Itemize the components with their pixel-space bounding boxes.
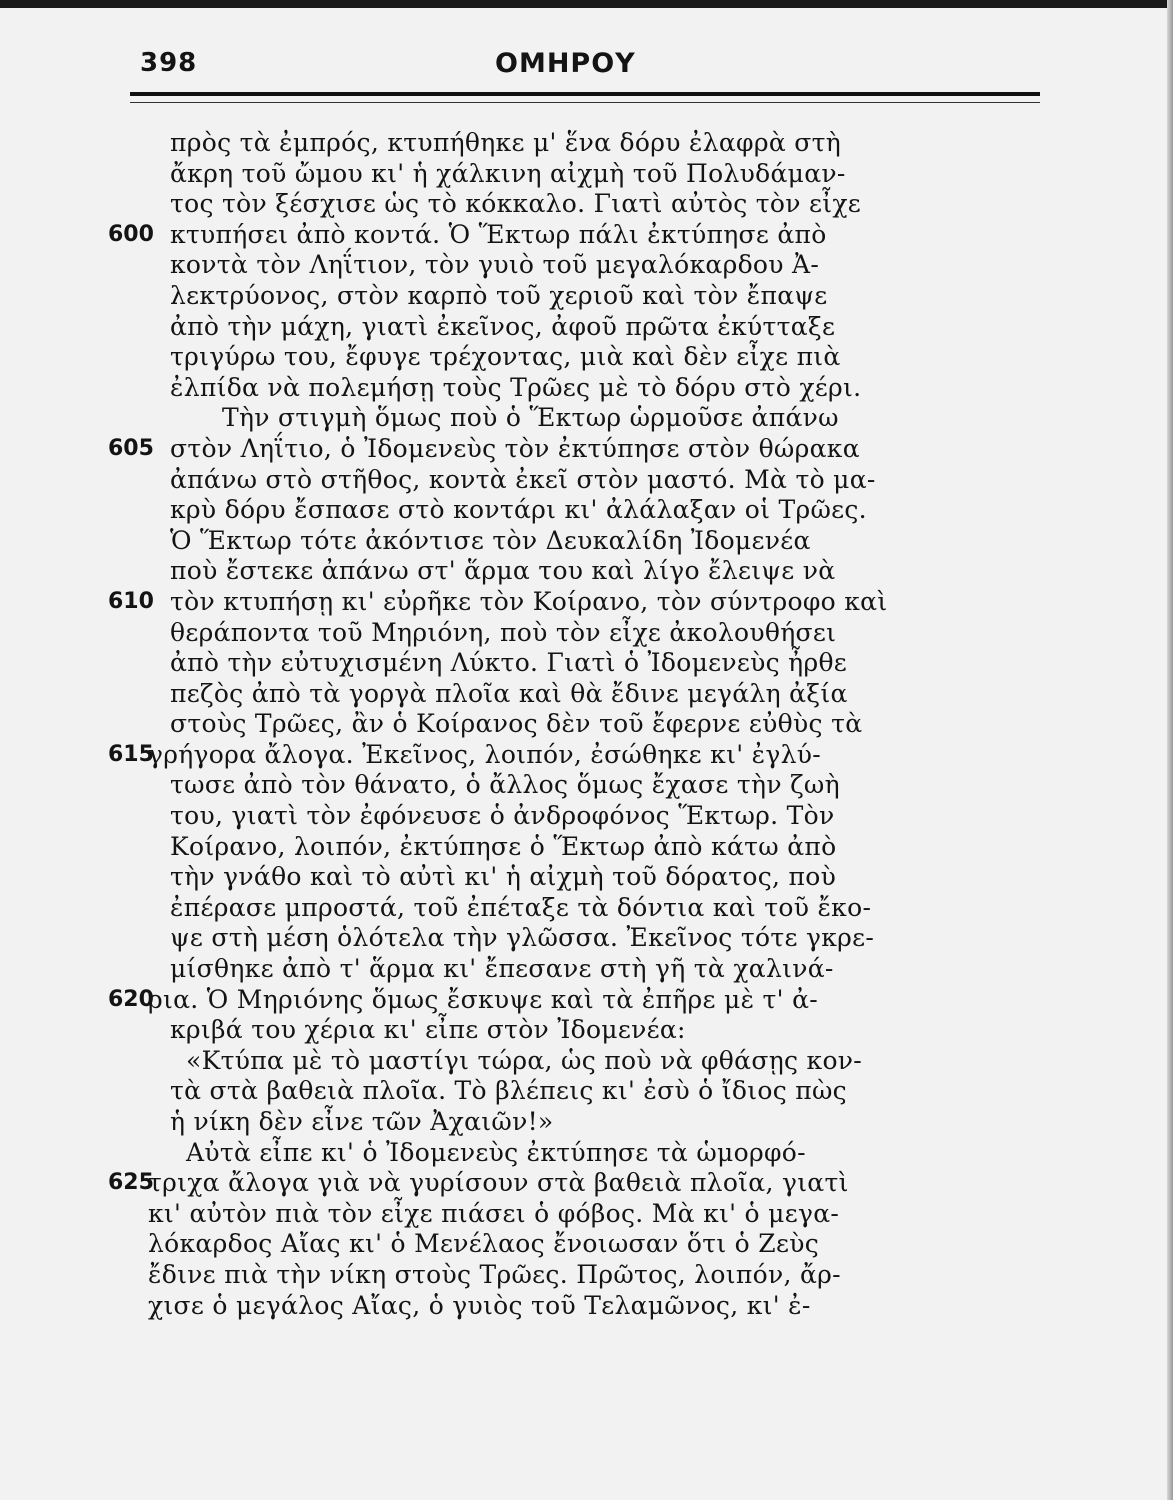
text-line xyxy=(0,128,1173,159)
line-text: κοντὰ τὸν Ληΐτιον, τὸν γυιὸ τοῦ μεγαλόκαρδου Ἀ- xyxy=(170,250,820,280)
line-text: στὸν Ληΐτιο, ὁ Ἰδομενεὺς τὸν ἐκτύπησε στὸν θώρακα xyxy=(170,433,860,463)
text-line xyxy=(0,465,1173,496)
body-text xyxy=(0,128,1173,1321)
text-line xyxy=(0,312,1173,343)
line-text: θεράποντα τοῦ Μηριόνη, ποὺ τὸν εἶχε ἀκολουθήσει xyxy=(170,617,837,647)
page-header xyxy=(0,48,1173,88)
text-line xyxy=(0,1076,1173,1107)
line-text: τὸν κτυπήσῃ κι' εὐρῆκε τὸν Κοίρανο, τὸν σύντροφο καὶ xyxy=(170,586,888,616)
scan-edge-top xyxy=(0,0,1173,8)
line-number: 625 xyxy=(108,1170,154,1196)
line-text: τωσε ἀπὸ τὸν θάνατο, ὁ ἄλλος ὅμως ἔχασε τὴν ζωὴ xyxy=(170,770,840,800)
text-line xyxy=(0,648,1173,679)
line-text: ἀπάνω στὸ στῆθος, κοντὰ ἐκεῖ στὸν μαστό. Μὰ τὸ μα- xyxy=(170,464,876,494)
text-line xyxy=(0,618,1173,649)
line-text: ἀπὸ τὴν μάχη, γιατὶ ἐκεῖνος, ἀφοῦ πρῶτα ἐκύτταξε xyxy=(170,311,836,341)
line-text: τὰ στὰ βαθειὰ πλοῖα. Τὸ βλέπεις κι' ἐσὺ ὁ ἴδιος πὼς xyxy=(170,1076,847,1106)
text-line xyxy=(0,1046,1173,1077)
line-text: ἀπὸ τὴν εὐτυχισμένη Λύκτο. Γιατὶ ὁ Ἰδομενεὺς ἦρθε xyxy=(170,648,848,678)
line-text: κρὺ δόρυ ἔσπασε στὸ κοντάρι κι' ἀλάλαξαν οἱ Τρῶες. xyxy=(170,495,867,525)
line-text: ἡ νίκη δὲν εἶνε τῶν Ἀχαιῶν!» xyxy=(170,1107,554,1136)
text-line xyxy=(0,434,1173,465)
line-text: κι' αὐτὸν πιὰ τὸν εἶχε πιάσει ὁ φόβος. Μὰ κι' ὁ μεγα- xyxy=(148,1198,840,1228)
text-line xyxy=(0,832,1173,863)
text-line xyxy=(0,954,1173,985)
text-line xyxy=(0,403,1173,434)
line-number: 620 xyxy=(108,986,154,1012)
text-line xyxy=(0,801,1173,832)
text-line xyxy=(0,495,1173,526)
text-line xyxy=(0,862,1173,893)
line-text: ψε στὴ μέση ὁλότελα τὴν γλῶσσα. Ἐκεῖνος τότε γκρε- xyxy=(170,923,875,953)
text-line xyxy=(0,1291,1173,1322)
line-text: τος τὸν ξέσχισε ὡς τὸ κόκκαλο. Γιατὶ αὐτὸς τὸν εἶχε xyxy=(170,189,862,219)
text-line xyxy=(0,220,1173,251)
line-text: λόκαρδος Αἴας κι' ὁ Μενέλαος ἔνοιωσαν ὅτι ὁ Ζεὺς xyxy=(148,1229,820,1259)
line-text: ἐλπίδα νὰ πολεμήσῃ τοὺς Τρῶες μὲ τὸ δόρυ στὸ χέρι. xyxy=(170,372,862,402)
text-line xyxy=(0,1107,1173,1138)
text-line xyxy=(0,1015,1173,1046)
header-rule xyxy=(130,92,1040,103)
text-line xyxy=(0,740,1173,771)
text-line xyxy=(0,985,1173,1016)
text-line xyxy=(0,679,1173,710)
line-text: χισε ὁ μεγάλος Αἴας, ὁ γυιὸς τοῦ Τελαμῶνος, κι' ἐ- xyxy=(148,1290,811,1320)
text-line xyxy=(0,189,1173,220)
line-text: Αὐτὰ εἶπε κι' ὁ Ἰδομενεὺς ἐκτύπησε τὰ ὡμορφό- xyxy=(186,1137,806,1167)
line-text: του, γιατὶ τὸν ἐφόνευσε ὁ ἀνδροφόνος Ἕκτωρ. Τὸν xyxy=(170,801,835,831)
text-line xyxy=(0,281,1173,312)
line-text: κτυπήσει ἀπὸ κοντά. Ὁ Ἕκτωρ πάλι ἐκτύπησε ἀπὸ xyxy=(170,219,827,249)
text-line xyxy=(0,587,1173,618)
line-number: 610 xyxy=(108,588,154,614)
text-line xyxy=(0,1260,1173,1291)
text-line xyxy=(0,1229,1173,1260)
line-text: λεκτρύονος, στὸν καρπὸ τοῦ χεριοῦ καὶ τὸν ἔπαψε xyxy=(170,280,828,310)
line-text: στοὺς Τρῶες, ἂν ὁ Κοίρανος δὲν τοῦ ἔφερνε εὐθὺς τὰ xyxy=(170,709,863,739)
line-text: Τὴν στιγμὴ ὅμως ποὺ ὁ Ἕκτωρ ὡρμοῦσε ἀπάνω xyxy=(222,403,839,433)
line-number: 605 xyxy=(108,435,154,461)
text-line xyxy=(0,373,1173,404)
text-line xyxy=(0,893,1173,924)
page-number: 398 xyxy=(140,48,198,78)
text-line xyxy=(0,1168,1173,1199)
text-line xyxy=(0,1199,1173,1230)
text-line xyxy=(0,159,1173,190)
line-text: πρὸς τὰ ἐμπρός, κτυπήθηκε μ' ἕνα δόρυ ἐλαφρὰ στὴ xyxy=(170,128,842,157)
text-line xyxy=(0,1138,1173,1169)
running-title: ΟΜΗΡΟΥ xyxy=(495,48,636,79)
line-text: γρήγορα ἄλογα. Ἐκεῖνος, λοιπόν, ἐσώθηκε κι' ἐγλύ- xyxy=(148,739,821,769)
line-text: Κοίρανο, λοιπόν, ἐκτύπησε ὁ Ἕκτωρ ἀπὸ κάτω ἀπὸ xyxy=(170,831,837,861)
line-text: ἄκρη τοῦ ὤμου κι' ἡ χάλκινη αἰχμὴ τοῦ Πολυδάμαν- xyxy=(170,158,846,188)
line-text: ποὺ ἔστεκε ἀπάνω στ' ἅρμα του καὶ λίγο ἔλειψε νὰ xyxy=(170,556,836,586)
line-text: τὴν γνάθο καὶ τὸ αὐτὶ κι' ἡ αἰχμὴ τοῦ δόρατος, ποὺ xyxy=(170,862,837,892)
line-text: ρια. Ὁ Μηριόνης ὅμως ἔσκυψε καὶ τὰ ἐπῆρε μὲ τ' ἀ- xyxy=(148,984,819,1014)
line-text: κριβά του χέρια κι' εἶπε στὸν Ἰδομενέα: xyxy=(170,1015,686,1045)
line-number: 600 xyxy=(108,221,154,247)
text-line xyxy=(0,556,1173,587)
text-line xyxy=(0,709,1173,740)
text-line xyxy=(0,770,1173,801)
line-text: ἔδινε πιὰ τὴν νίκη στοὺς Τρῶες. Πρῶτος, λοιπόν, ἄρ- xyxy=(148,1259,841,1289)
line-text: «Κτύπα μὲ τὸ μαστίγι τώρα, ὡς ποὺ νὰ φθάσῃς κον- xyxy=(186,1045,863,1075)
line-text: πεζὸς ἀπὸ τὰ γοργὰ πλοῖα καὶ θὰ ἔδινε μεγάλη ἀξία xyxy=(170,678,848,708)
text-line xyxy=(0,923,1173,954)
line-text: Ὁ Ἕκτωρ τότε ἀκόντισε τὸν Δευκαλίδη Ἰδομενέα xyxy=(170,525,811,555)
line-text: ἐπέρασε μπροστά, τοῦ ἐπέταξε τὰ δόντια καὶ τοῦ ἔκο- xyxy=(170,892,872,922)
line-text: μίσθηκε ἀπὸ τ' ἅρμα κι' ἔπεσανε στὴ γῆ τὰ χαλινά- xyxy=(170,954,834,984)
text-line xyxy=(0,342,1173,373)
text-line xyxy=(0,526,1173,557)
text-line xyxy=(0,250,1173,281)
line-number: 615 xyxy=(108,741,154,767)
line-text: τριγύρω του, ἔφυγε τρέχοντας, μιὰ καὶ δὲν εἶχε πιὰ xyxy=(170,342,841,372)
line-text: τριχα ἄλογα γιὰ νὰ γυρίσουν στὰ βαθειὰ πλοῖα, γιατὶ xyxy=(148,1168,849,1198)
